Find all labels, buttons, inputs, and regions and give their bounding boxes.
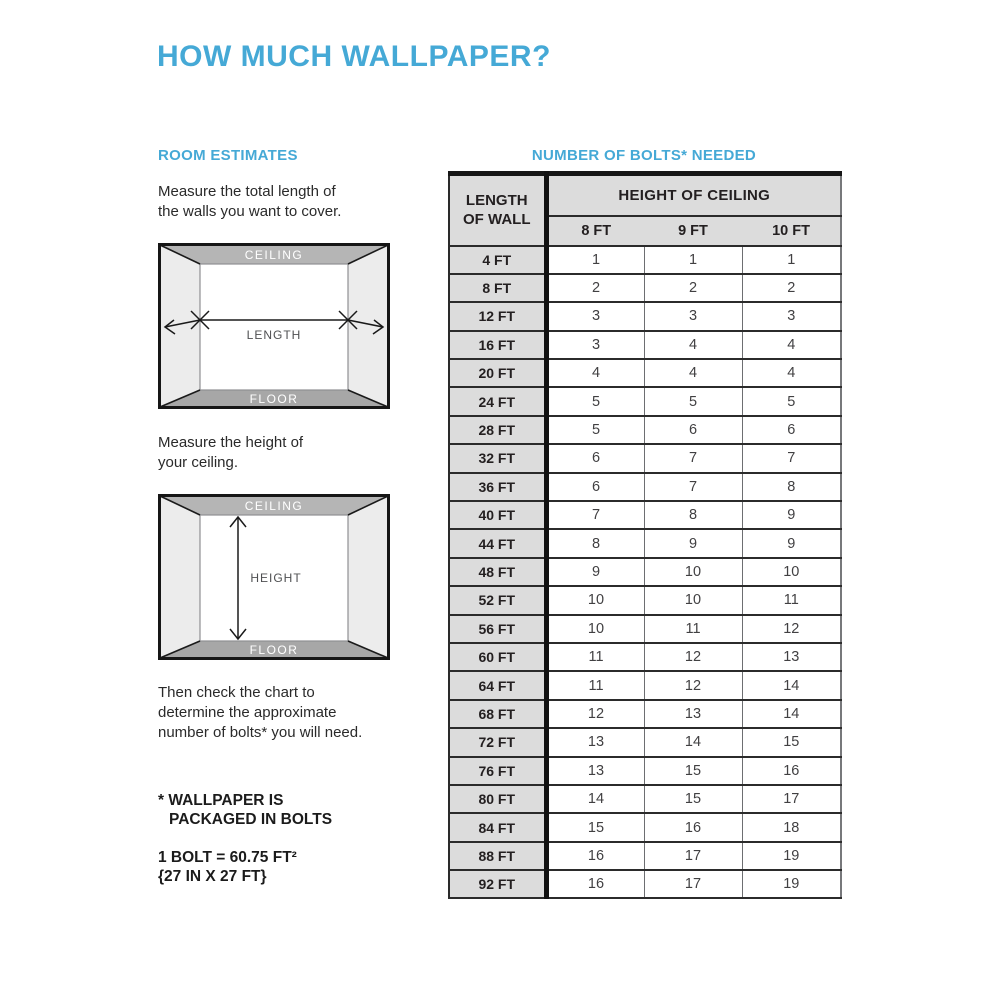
header-line: LENGTH bbox=[465, 192, 528, 210]
bolt-count-cell: 1 bbox=[546, 246, 644, 274]
wall-length-cell: 8 FT bbox=[449, 274, 546, 302]
bolt-count-cell: 8 bbox=[742, 473, 841, 501]
bolt-count-cell: 2 bbox=[546, 274, 644, 302]
instruction-step-1 bbox=[158, 182, 341, 222]
bolt-count-cell: 16 bbox=[546, 870, 644, 898]
table-row bbox=[449, 643, 841, 671]
wall-length-cell: 72 FT bbox=[449, 728, 546, 756]
bolt-count-cell: 11 bbox=[546, 671, 644, 699]
bolt-count-cell: 6 bbox=[644, 416, 742, 444]
bolt-table-body bbox=[449, 246, 841, 899]
wall-length-cell: 36 FT bbox=[449, 473, 546, 501]
wall-length-cell: 12 FT bbox=[449, 302, 546, 330]
bolt-count-cell: 4 bbox=[742, 331, 841, 359]
bolt-count-cell: 10 bbox=[742, 558, 841, 586]
bolt-count-cell: 10 bbox=[546, 615, 644, 643]
bolt-count-cell: 17 bbox=[644, 870, 742, 898]
bolt-count-cell: 14 bbox=[644, 728, 742, 756]
ceiling-label: CEILING bbox=[244, 248, 304, 262]
table-row bbox=[449, 558, 841, 586]
table-row bbox=[449, 785, 841, 813]
bolt-count-cell: 12 bbox=[644, 671, 742, 699]
bolts-footnote bbox=[158, 792, 332, 829]
table-row bbox=[449, 501, 841, 529]
instruction-step-2 bbox=[158, 433, 303, 473]
bolt-count-cell: 9 bbox=[644, 529, 742, 557]
bolt-count-cell: 4 bbox=[644, 331, 742, 359]
bolt-count-cell: 14 bbox=[742, 671, 841, 699]
table-row bbox=[449, 586, 841, 614]
table-row bbox=[449, 671, 841, 699]
bolt-size-note bbox=[158, 849, 297, 886]
room-height-diagram bbox=[158, 494, 390, 660]
bolt-count-cell: 13 bbox=[546, 728, 644, 756]
bolt-count-cell: 2 bbox=[644, 274, 742, 302]
wall-length-cell: 16 FT bbox=[449, 331, 546, 359]
table-row bbox=[449, 728, 841, 756]
bolt-count-cell: 3 bbox=[742, 302, 841, 330]
ceiling-8ft-header: 8 FT bbox=[546, 216, 644, 246]
bolt-count-cell: 15 bbox=[644, 757, 742, 785]
instruction-line: Then check the chart to bbox=[158, 684, 315, 701]
length-of-wall-header bbox=[449, 174, 546, 246]
bolt-count-cell: 3 bbox=[644, 302, 742, 330]
bolt-count-cell: 5 bbox=[546, 416, 644, 444]
bolt-count-cell: 5 bbox=[546, 387, 644, 415]
room-length-diagram bbox=[158, 243, 390, 409]
table-row bbox=[449, 700, 841, 728]
wall-length-cell: 68 FT bbox=[449, 700, 546, 728]
bolt-count-cell: 3 bbox=[546, 331, 644, 359]
bolt-size-line: {27 IN X 27 FT} bbox=[158, 867, 267, 885]
floor-label: FLOOR bbox=[249, 643, 299, 657]
table-row bbox=[449, 757, 841, 785]
bolt-count-cell: 6 bbox=[546, 473, 644, 501]
bolt-count-cell: 12 bbox=[742, 615, 841, 643]
bolt-count-cell: 16 bbox=[644, 813, 742, 841]
bolt-count-cell: 12 bbox=[546, 700, 644, 728]
bolt-count-cell: 13 bbox=[644, 700, 742, 728]
floor-label: FLOOR bbox=[249, 392, 299, 406]
wall-length-cell: 60 FT bbox=[449, 643, 546, 671]
bolt-count-cell: 5 bbox=[644, 387, 742, 415]
instruction-line: number of bolts* you will need. bbox=[158, 724, 363, 741]
bolt-count-cell: 11 bbox=[742, 586, 841, 614]
bolt-count-cell: 9 bbox=[742, 501, 841, 529]
wall-length-cell: 4 FT bbox=[449, 246, 546, 274]
height-of-ceiling-header: HEIGHT OF CEILING bbox=[546, 174, 841, 216]
table-row bbox=[449, 416, 841, 444]
bolt-count-cell: 1 bbox=[644, 246, 742, 274]
wall-length-cell: 52 FT bbox=[449, 586, 546, 614]
length-label: LENGTH bbox=[246, 328, 302, 342]
bolt-count-cell: 17 bbox=[644, 842, 742, 870]
bolt-count-cell: 6 bbox=[742, 416, 841, 444]
bolt-count-cell: 16 bbox=[546, 842, 644, 870]
bolt-count-cell: 12 bbox=[644, 643, 742, 671]
wall-length-cell: 80 FT bbox=[449, 785, 546, 813]
bolt-size-line: 1 BOLT = 60.75 FT² bbox=[158, 849, 297, 866]
bolt-count-cell: 11 bbox=[546, 643, 644, 671]
bolt-count-cell: 10 bbox=[644, 586, 742, 614]
table-row bbox=[449, 274, 841, 302]
wall-length-cell: 32 FT bbox=[449, 444, 546, 472]
bolt-count-cell: 9 bbox=[546, 558, 644, 586]
bolt-count-cell: 15 bbox=[644, 785, 742, 813]
table-row bbox=[449, 387, 841, 415]
bolt-count-cell: 4 bbox=[742, 359, 841, 387]
ceiling-label: CEILING bbox=[244, 499, 304, 513]
instruction-line: Measure the total length of bbox=[158, 183, 336, 200]
bolt-count-cell: 14 bbox=[742, 700, 841, 728]
table-row bbox=[449, 813, 841, 841]
wall-length-cell: 48 FT bbox=[449, 558, 546, 586]
bolt-count-cell: 11 bbox=[644, 615, 742, 643]
wall-length-cell: 56 FT bbox=[449, 615, 546, 643]
footnote-line: PACKAGED IN BOLTS bbox=[169, 810, 333, 828]
instruction-line: Measure the height of bbox=[158, 434, 304, 451]
table-row bbox=[449, 870, 841, 898]
table-row bbox=[449, 842, 841, 870]
bolt-count-cell: 13 bbox=[546, 757, 644, 785]
wall-length-cell: 88 FT bbox=[449, 842, 546, 870]
table-header-row-1 bbox=[449, 174, 841, 216]
page-title: HOW MUCH WALLPAPER? bbox=[157, 40, 551, 73]
bolt-count-cell: 15 bbox=[742, 728, 841, 756]
table-row bbox=[449, 615, 841, 643]
bolt-count-cell: 16 bbox=[742, 757, 841, 785]
table-row bbox=[449, 302, 841, 330]
bolt-count-cell: 10 bbox=[644, 558, 742, 586]
back-wall bbox=[200, 264, 348, 390]
table-row bbox=[449, 473, 841, 501]
bolt-count-cell: 9 bbox=[742, 529, 841, 557]
bolt-count-cell: 7 bbox=[742, 444, 841, 472]
bolt-count-cell: 17 bbox=[742, 785, 841, 813]
wall-length-cell: 20 FT bbox=[449, 359, 546, 387]
instruction-line: your ceiling. bbox=[158, 454, 239, 471]
wall-length-cell: 24 FT bbox=[449, 387, 546, 415]
instruction-step-3 bbox=[158, 683, 362, 743]
bolt-count-cell: 3 bbox=[546, 302, 644, 330]
bolt-count-cell: 14 bbox=[546, 785, 644, 813]
bolt-count-cell: 8 bbox=[644, 501, 742, 529]
footnote-line: * WALLPAPER IS bbox=[158, 792, 284, 809]
instruction-line: the walls you want to cover. bbox=[158, 203, 342, 220]
table-row bbox=[449, 246, 841, 274]
bolt-count-cell: 10 bbox=[546, 586, 644, 614]
instruction-line: determine the approximate bbox=[158, 704, 337, 721]
height-label: HEIGHT bbox=[250, 571, 302, 585]
bolt-count-cell: 2 bbox=[742, 274, 841, 302]
table-row bbox=[449, 331, 841, 359]
wall-length-cell: 40 FT bbox=[449, 501, 546, 529]
bolt-count-cell: 4 bbox=[546, 359, 644, 387]
bolt-count-cell: 19 bbox=[742, 842, 841, 870]
table-row bbox=[449, 359, 841, 387]
bolt-count-cell: 1 bbox=[742, 246, 841, 274]
bolt-count-cell: 7 bbox=[546, 501, 644, 529]
room-estimates-heading: ROOM ESTIMATES bbox=[158, 147, 298, 164]
ceiling-10ft-header: 10 FT bbox=[742, 216, 841, 246]
wall-length-cell: 76 FT bbox=[449, 757, 546, 785]
bolt-count-cell: 7 bbox=[644, 473, 742, 501]
wall-length-cell: 84 FT bbox=[449, 813, 546, 841]
ceiling-9ft-header: 9 FT bbox=[644, 216, 742, 246]
wall-length-cell: 44 FT bbox=[449, 529, 546, 557]
bolt-count-cell: 8 bbox=[546, 529, 644, 557]
wall-length-cell: 28 FT bbox=[449, 416, 546, 444]
table-row bbox=[449, 529, 841, 557]
bolt-table bbox=[448, 171, 842, 899]
bolt-count-cell: 6 bbox=[546, 444, 644, 472]
header-line: OF WALL bbox=[463, 211, 531, 229]
wall-length-cell: 64 FT bbox=[449, 671, 546, 699]
bolt-count-cell: 18 bbox=[742, 813, 841, 841]
bolt-count-cell: 5 bbox=[742, 387, 841, 415]
table-row bbox=[449, 444, 841, 472]
bolt-count-cell: 13 bbox=[742, 643, 841, 671]
bolts-needed-heading: NUMBER OF BOLTS* NEEDED bbox=[531, 147, 757, 164]
wall-length-cell: 92 FT bbox=[449, 870, 546, 898]
bolt-count-cell: 19 bbox=[742, 870, 841, 898]
bolt-count-cell: 15 bbox=[546, 813, 644, 841]
bolt-count-cell: 4 bbox=[644, 359, 742, 387]
bolt-count-cell: 7 bbox=[644, 444, 742, 472]
